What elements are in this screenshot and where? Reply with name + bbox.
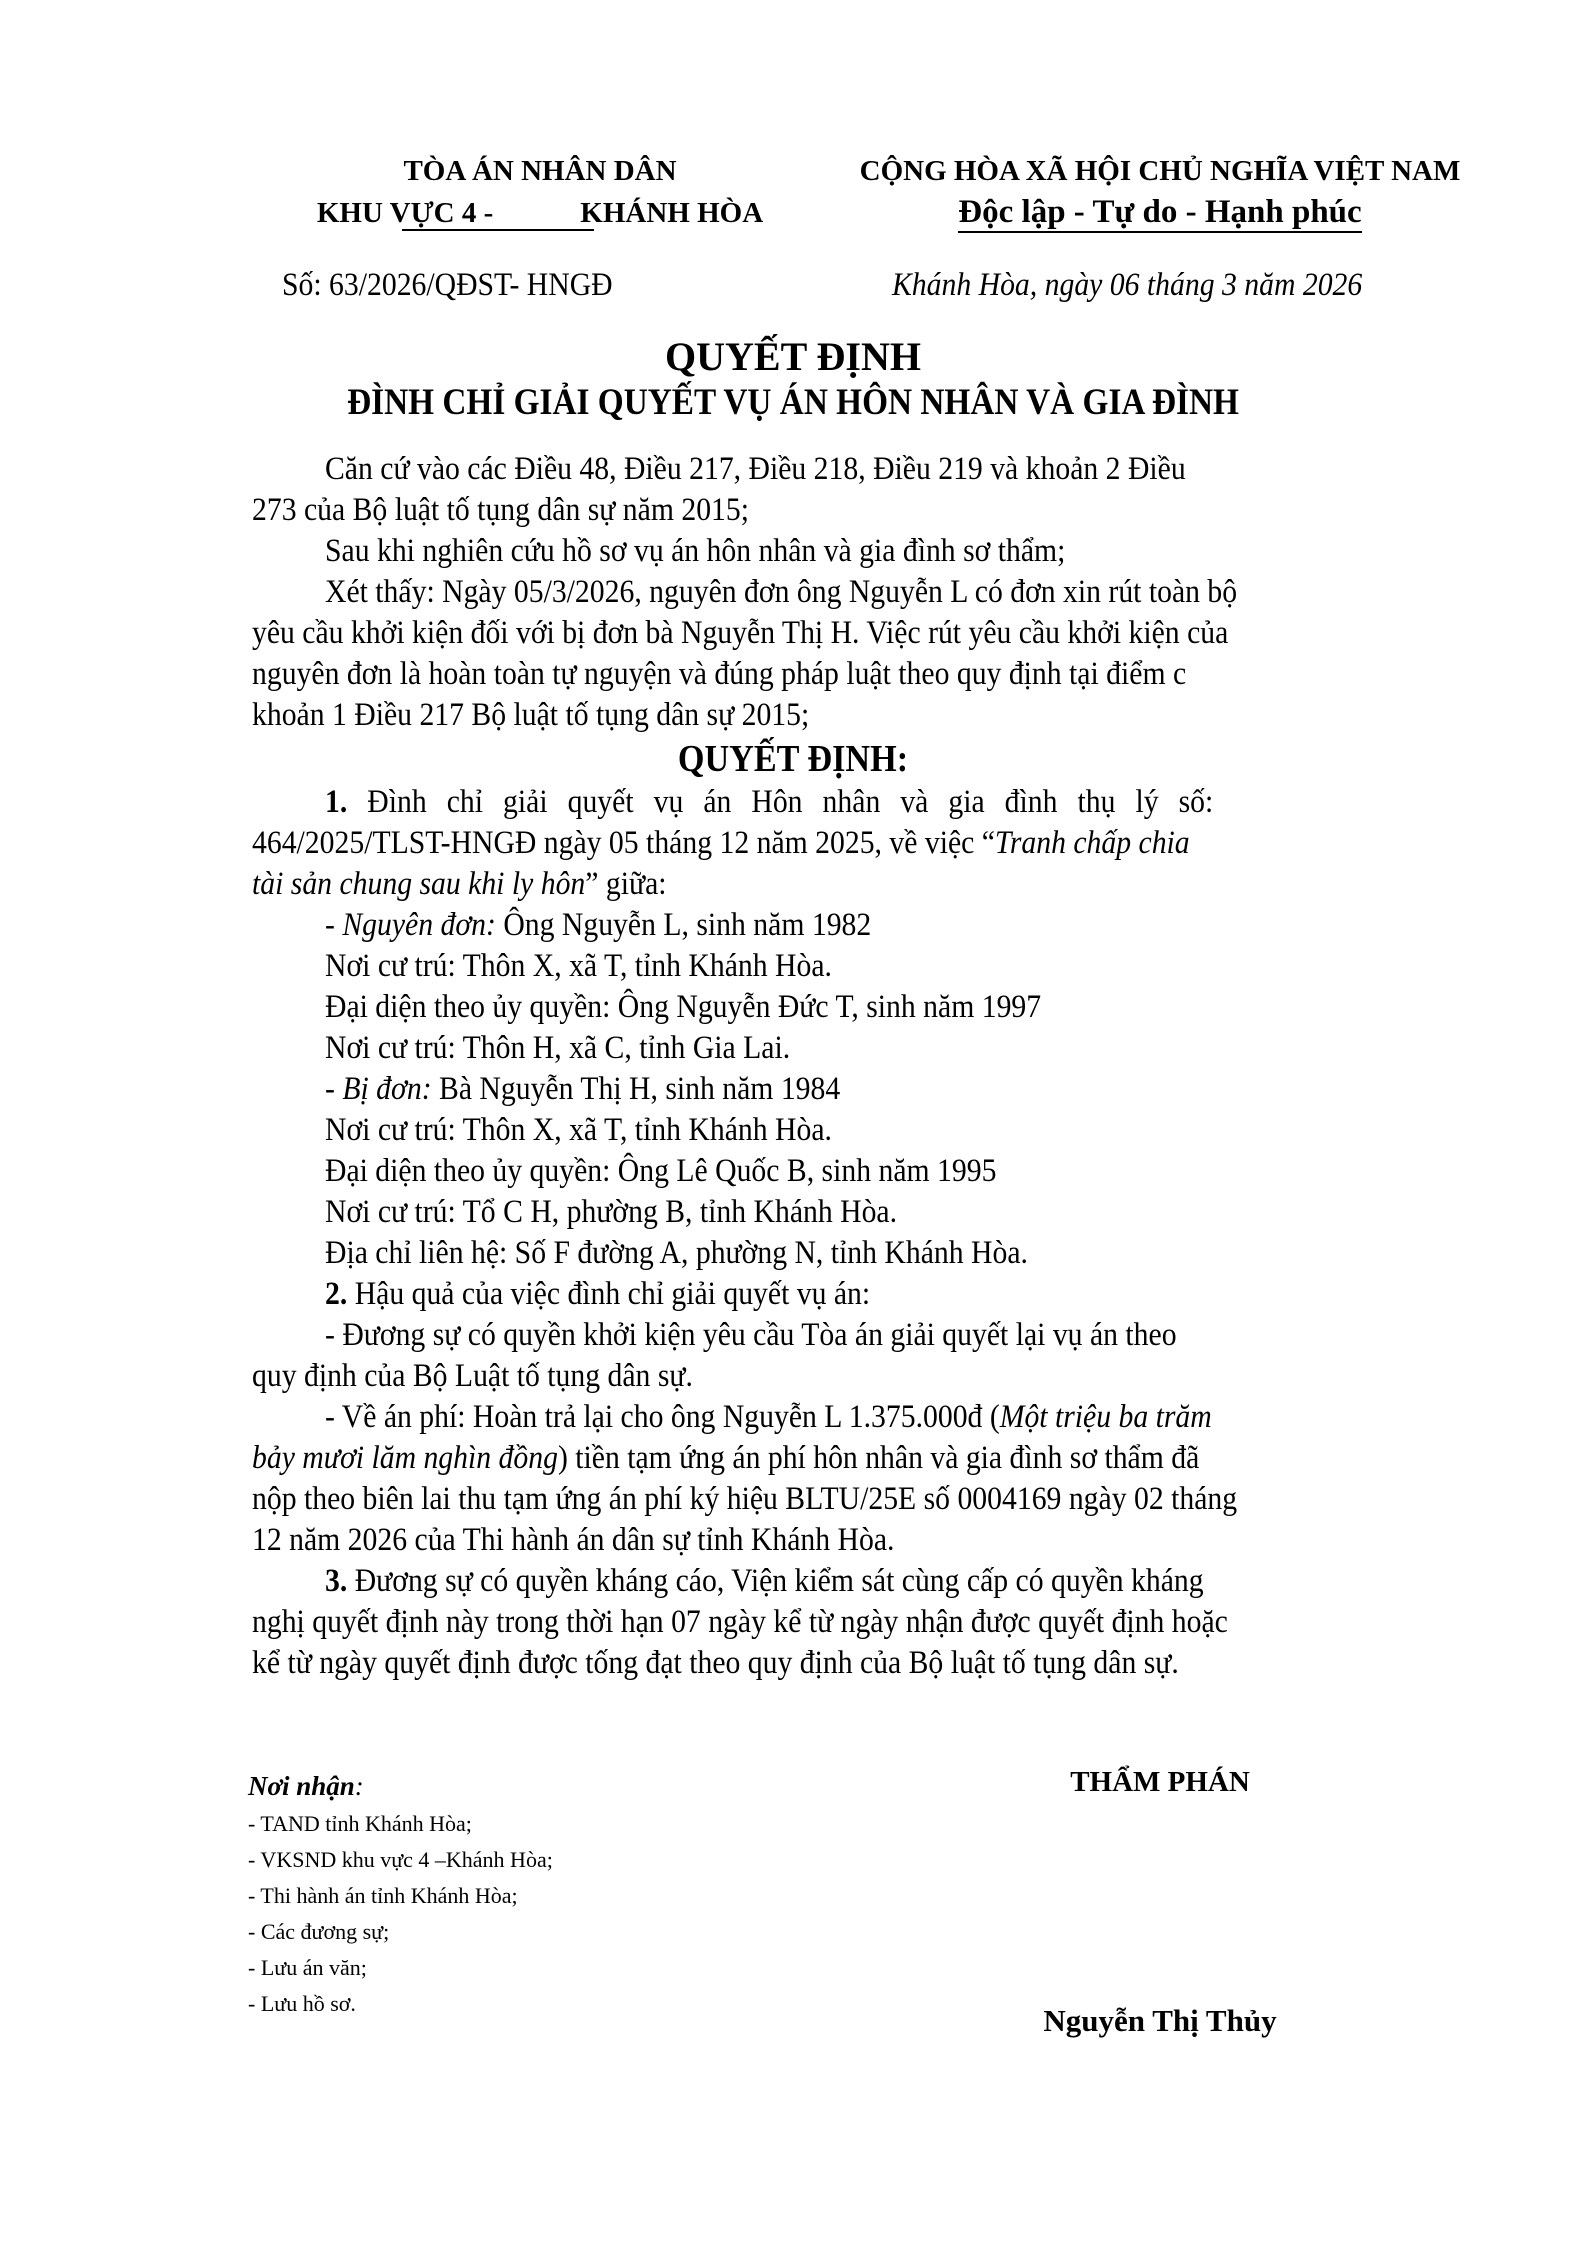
defendant-label: Bị đơn:: [342, 1071, 432, 1107]
section2-heading: 2. Hậu quả của việc đình chỉ giải quyết vụ án:: [325, 1276, 871, 1312]
section2-bullet2-line2: bảy mươi lăm nghìn đồng) tiền tạm ứng án phí hôn nhân và gia đình sơ thẩm đã: [252, 1440, 1200, 1476]
plaintiff-representative: Đại diện theo ủy quyền: Ông Nguyễn Đức T, sinh năm 1997: [325, 989, 1042, 1025]
preamble-basis-line2: 273 của Bộ luật tố tụng dân sự năm 2015;: [252, 492, 750, 528]
recipients-block: [248, 1768, 553, 2022]
section3-number: 3.: [325, 1563, 348, 1599]
recipient-item: - Lưu hồ sơ.: [248, 1991, 356, 2016]
section2-number: 2.: [325, 1276, 348, 1312]
recipient-item: - TAND tỉnh Khánh Hòa;: [248, 1811, 472, 1836]
section1-number: 1.: [325, 784, 348, 820]
defendant-contact-address: Địa chỉ liên hệ: Số F đường A, phường N, tỉnh Khánh Hòa.: [325, 1235, 1028, 1271]
preamble-finding-line4: khoản 1 Điều 217 Bộ luật tố tụng dân sự 2015;: [252, 697, 810, 733]
recipient-item: - Các đương sự;: [248, 1919, 390, 1944]
court-header: [260, 150, 820, 234]
defendant-representative: Đại diện theo ủy quyền: Ông Lê Quốc B, sinh năm 1995: [325, 1153, 997, 1189]
court-region: KHU VỰC 4 - KHÁNH HÒA: [316, 197, 764, 229]
section2-bullet2-line1: - Về án phí: Hoàn trả lại cho ông Nguyễn L 1.375.000đ (Một triệu ba trăm: [325, 1399, 1212, 1435]
page-subtitle: ĐÌNH CHỈ GIẢI QUYẾT VỤ ÁN HÔN NHÂN VÀ GIA ĐÌNH: [347, 382, 1239, 423]
section3-line2: nghị quyết định này trong thời hạn 07 ngày kể từ ngày nhận được quyết định hoặc: [252, 1604, 1228, 1640]
recipient-item: - VKSND khu vực 4 –Khánh Hòa;: [248, 1847, 553, 1872]
page-title: QUYẾT ĐỊNH: [665, 334, 921, 379]
nation-header: [810, 150, 1510, 234]
preamble-basis-line1: Căn cứ vào các Điều 48, Điều 217, Điều 218, Điều 219 và khoản 2 Điều: [325, 451, 1186, 487]
national-motto: Độc lập - Tự do - Hạnh phúc: [958, 193, 1361, 233]
decision-heading: QUYẾT ĐỊNH:: [677, 738, 909, 780]
section2-bullet1-line2: quy định của Bộ Luật tố tụng dân sự.: [252, 1358, 693, 1394]
place-date: Khánh Hòa, ngày 06 tháng 3 năm 2026: [892, 267, 1363, 303]
section1-line1: 1. Đình chỉ giải quyết vụ án Hôn nhân và gia đình thụ lý số:: [325, 784, 1214, 820]
section3-line1: 3. Đương sự có quyền kháng cáo, Viện kiểm sát cùng cấp có quyền kháng: [325, 1563, 1204, 1599]
document-number: Số: 63/2026/QĐST- HNGĐ: [282, 267, 613, 303]
judge-title: THẨM PHÁN: [1070, 1766, 1250, 1798]
defendant: - Bị đơn: Bà Nguyễn Thị H, sinh năm 1984: [325, 1071, 841, 1107]
section2-bullet2-line4: 12 năm 2026 của Thi hành án dân sự tỉnh Khánh Hòa.: [252, 1522, 895, 1558]
plaintiff-residence: Nơi cư trú: Thôn X, xã T, tỉnh Khánh Hòa.: [325, 948, 832, 984]
plaintiff-representative-residence: Nơi cư trú: Thôn H, xã C, tỉnh Gia Lai.: [325, 1030, 791, 1066]
judge-name: Nguyễn Thị Thủy: [1043, 2003, 1277, 2038]
preamble-review: Sau khi nghiên cứu hồ sơ vụ án hôn nhân và gia đình sơ thẩm;: [325, 533, 1066, 569]
section2-bullet2-line3: nộp theo biên lai thu tạm ứng án phí ký hiệu BLTU/25E số 0004169 ngày 02 tháng: [252, 1481, 1238, 1517]
court-name: TÒA ÁN NHÂN DÂN: [403, 155, 677, 187]
preamble-finding-line3: nguyên đơn là hoàn toàn tự nguyện và đúng pháp luật theo quy định tại điểm c: [252, 656, 1187, 692]
section2-bullet1-line1: - Đương sự có quyền khởi kiện yêu cầu Tòa án giải quyết lại vụ án theo: [325, 1317, 1177, 1353]
section3-line3: kể từ ngày quyết định được tống đạt theo quy định của Bộ luật tố tụng dân sự.: [252, 1645, 1179, 1681]
section1-line2: 464/2025/TLST-HNGĐ ngày 05 tháng 12 năm 2025, về việc “Tranh chấp chia: [252, 825, 1190, 861]
defendant-representative-residence: Nơi cư trú: Tổ C H, phường B, tỉnh Khánh Hòa.: [325, 1194, 898, 1230]
preamble-finding-line1: Xét thấy: Ngày 05/3/2026, nguyên đơn ông Nguyễn L có đơn xin rút toàn bộ: [325, 574, 1238, 610]
recipient-item: - Lưu án văn;: [248, 1955, 367, 1980]
preamble-finding-line2: yêu cầu khởi kiện đối với bị đơn bà Nguyễn Thị H. Việc rút yêu cầu khởi kiện của: [252, 615, 1229, 651]
recipients-title: Nơi nhận:: [248, 1771, 364, 1801]
recipient-item: - Thi hành án tỉnh Khánh Hòa;: [248, 1883, 518, 1908]
plaintiff-label: Nguyên đơn:: [342, 907, 496, 943]
plaintiff: - Nguyên đơn: Ông Nguyễn L, sinh năm 1982: [325, 907, 872, 943]
nation-name: CỘNG HÒA XÃ HỘI CHỦ NGHĨA VIỆT NAM: [859, 155, 1461, 187]
defendant-residence: Nơi cư trú: Thôn X, xã T, tỉnh Khánh Hòa.: [325, 1112, 832, 1148]
section1-line3: tài sản chung sau khi ly hôn” giữa:: [252, 866, 667, 902]
court-underline: [402, 229, 594, 231]
